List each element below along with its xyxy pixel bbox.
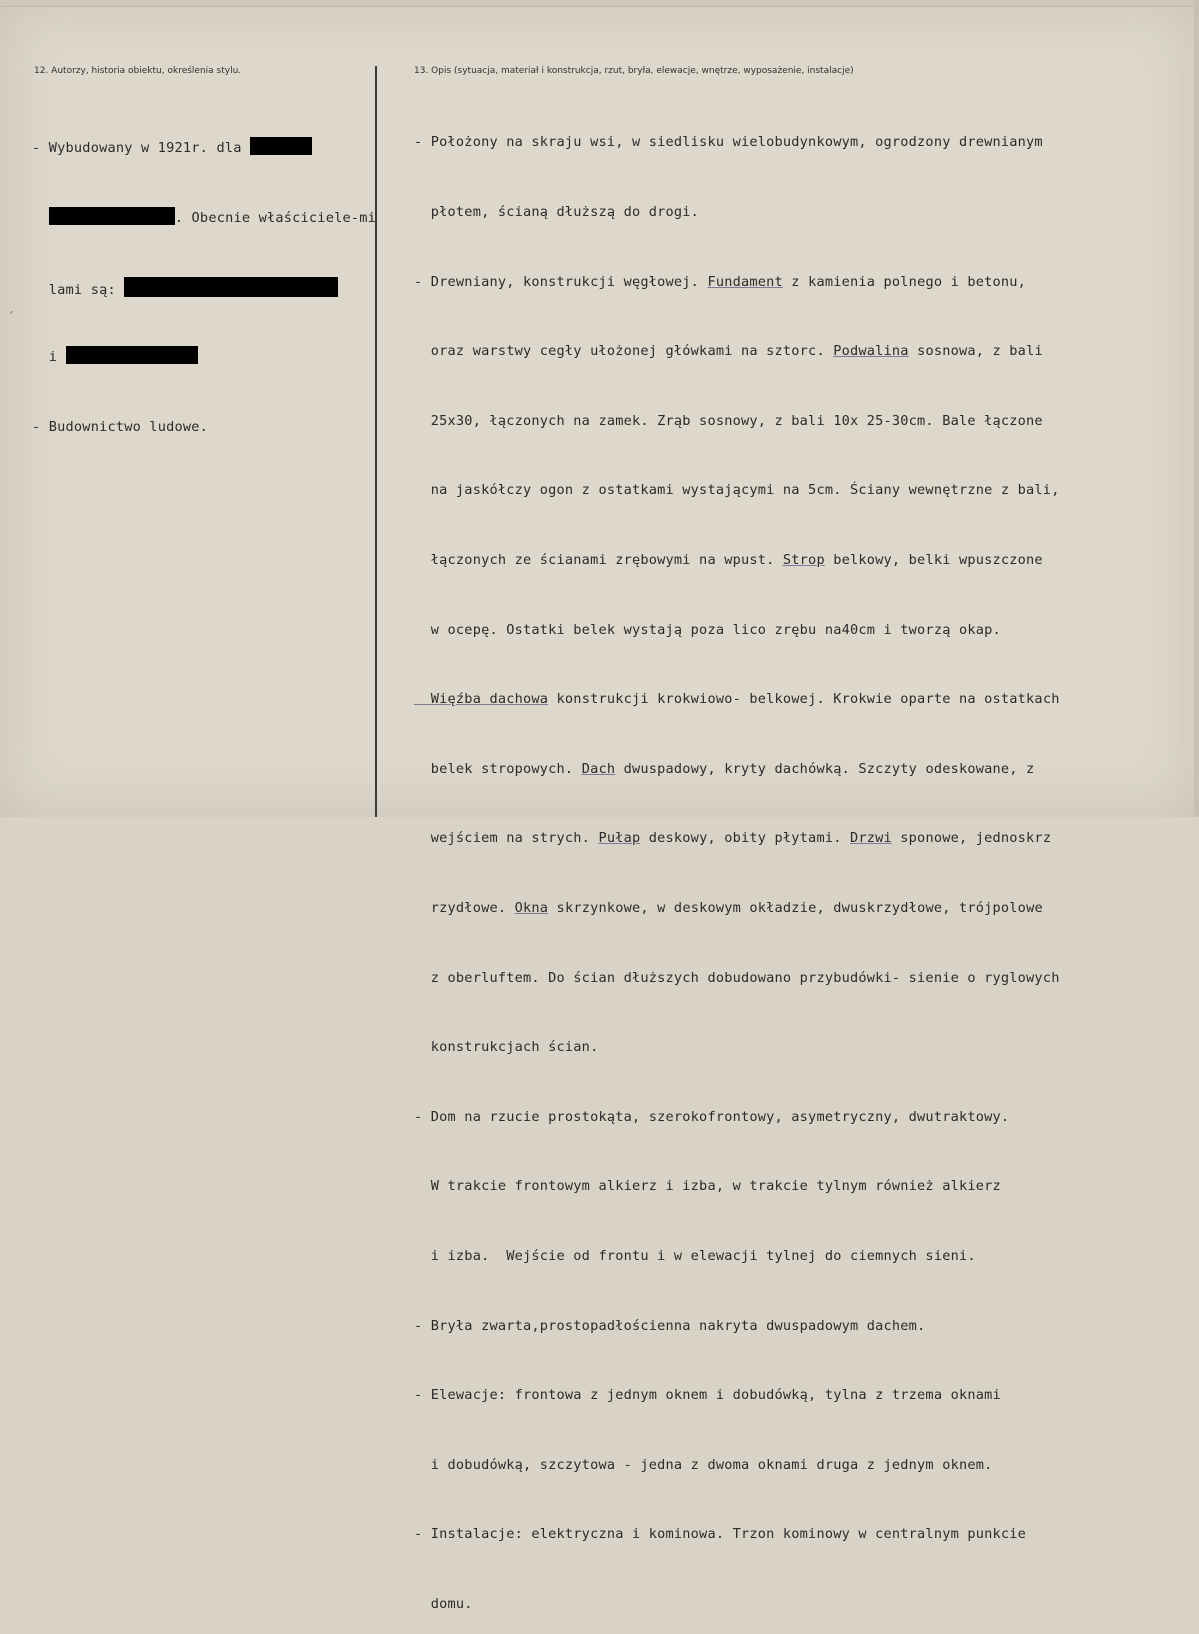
redaction-bar [250,137,312,155]
text-line: i [32,346,376,369]
redaction-bar [124,277,338,297]
text-line: - Budownictwo ludowe. [32,418,209,435]
text-line: wejściem na strych. Pułap deskowy, obity płytami. Drzwi sponowe, jednoskrz [414,830,1052,847]
redaction-bar [49,207,175,225]
text-line: - Położony na skraju wsi, w siedlisku wielobudynkowym, ogrodzony drewnianym [414,134,1043,151]
section-12-heading: 12. Autorzy, historia obiektu, określenia stylu. [34,66,242,76]
text-line: z oberluftem. Do ścian dłuższych dobudowano przybudówki- sienie o ryglowych [414,969,1060,986]
text-line: - Wybudowany w 1921r. dla [32,137,376,160]
text-line: - Drewniany, konstrukcji węgłowej. Fundament z kamienia polnego i betonu, [414,273,1027,290]
text-line: 25x30, łączonych na zamek. Zrąb sosnowy, z bali 10x 25-30cm. Bale łączone [414,412,1043,429]
text-line: domu. [414,1595,473,1612]
section-13-body [414,85,1060,1634]
text-line: - Bryła zwarta,prostopadłościenna nakryta dwuspadowym dachem. [414,1317,926,1334]
text-line: i dobudówką, szczytowa - jedna z dwoma oknami druga z jednym oknem. [414,1456,993,1473]
text-line: oraz warstwy cegły ułożonej główkami na sztorc. Podwalina sosnowa, z bali [414,343,1043,360]
text-line: płotem, ścianą dłuższą do drogi. [414,204,700,220]
redaction-bar [66,346,198,364]
text-line: na jaskółczy ogon z ostatkami wystającymi na 5cm. Ściany wewnętrzne z bali, [414,482,1060,499]
text-line: belek stropowych. Dach dwuspadowy, kryty dachówką. Szczyty odeskowane, z [414,760,1035,777]
text-line: W trakcie frontowym alkierz i izba, w trakcie tylnym również alkierz [414,1178,1001,1195]
text-line: - Dom na rzucie prostokąta, szerokofrontowy, asymetryczny, dwutraktowy. [414,1108,1010,1125]
text-line: łączonych ze ścianami zrębowymi na wpust. Strop belkowy, belki wpuszczone [414,551,1043,568]
paper-right-edge [1194,0,1199,817]
text-line: w ocepę. Ostatki belek wystają poza lico zrębu na40cm i tworzą okap. [414,621,1001,638]
section-12-body [32,91,376,485]
margin-mark: ˊ [8,310,14,324]
section-13-heading: 13. Opis (sytuacja, materiał i konstrukcja, rzut, bryła, elewacje, wnętrze, wyposażenie, instalacje) [414,66,854,76]
text-line: rzydłowe. Okna skrzynkowe, w deskowym okładzie, dwuskrzydłowe, trójpolowe [414,899,1043,916]
text-line: konstrukcjach ścian. [414,1039,599,1056]
text-line: - Elewacje: frontowa z jednym oknem i dobudówką, tylna z trzema oknami [414,1387,1001,1404]
paper-top-edge [0,0,1199,7]
text-line: lami są: [32,277,376,300]
text-line: . Obecnie właściciele-mi [32,207,376,230]
text-line: i izba. Wejście od frontu i w elewacji tylnej do ciemnych sieni. [414,1247,976,1264]
text-line: - Instalacje: elektryczna i kominowa. Trzon kominowy w centralnym punkcie [414,1526,1027,1543]
text-line: Więźba dachowa konstrukcji krokwiowo- belkowej. Krokwie oparte na ostatkach [414,691,1060,708]
